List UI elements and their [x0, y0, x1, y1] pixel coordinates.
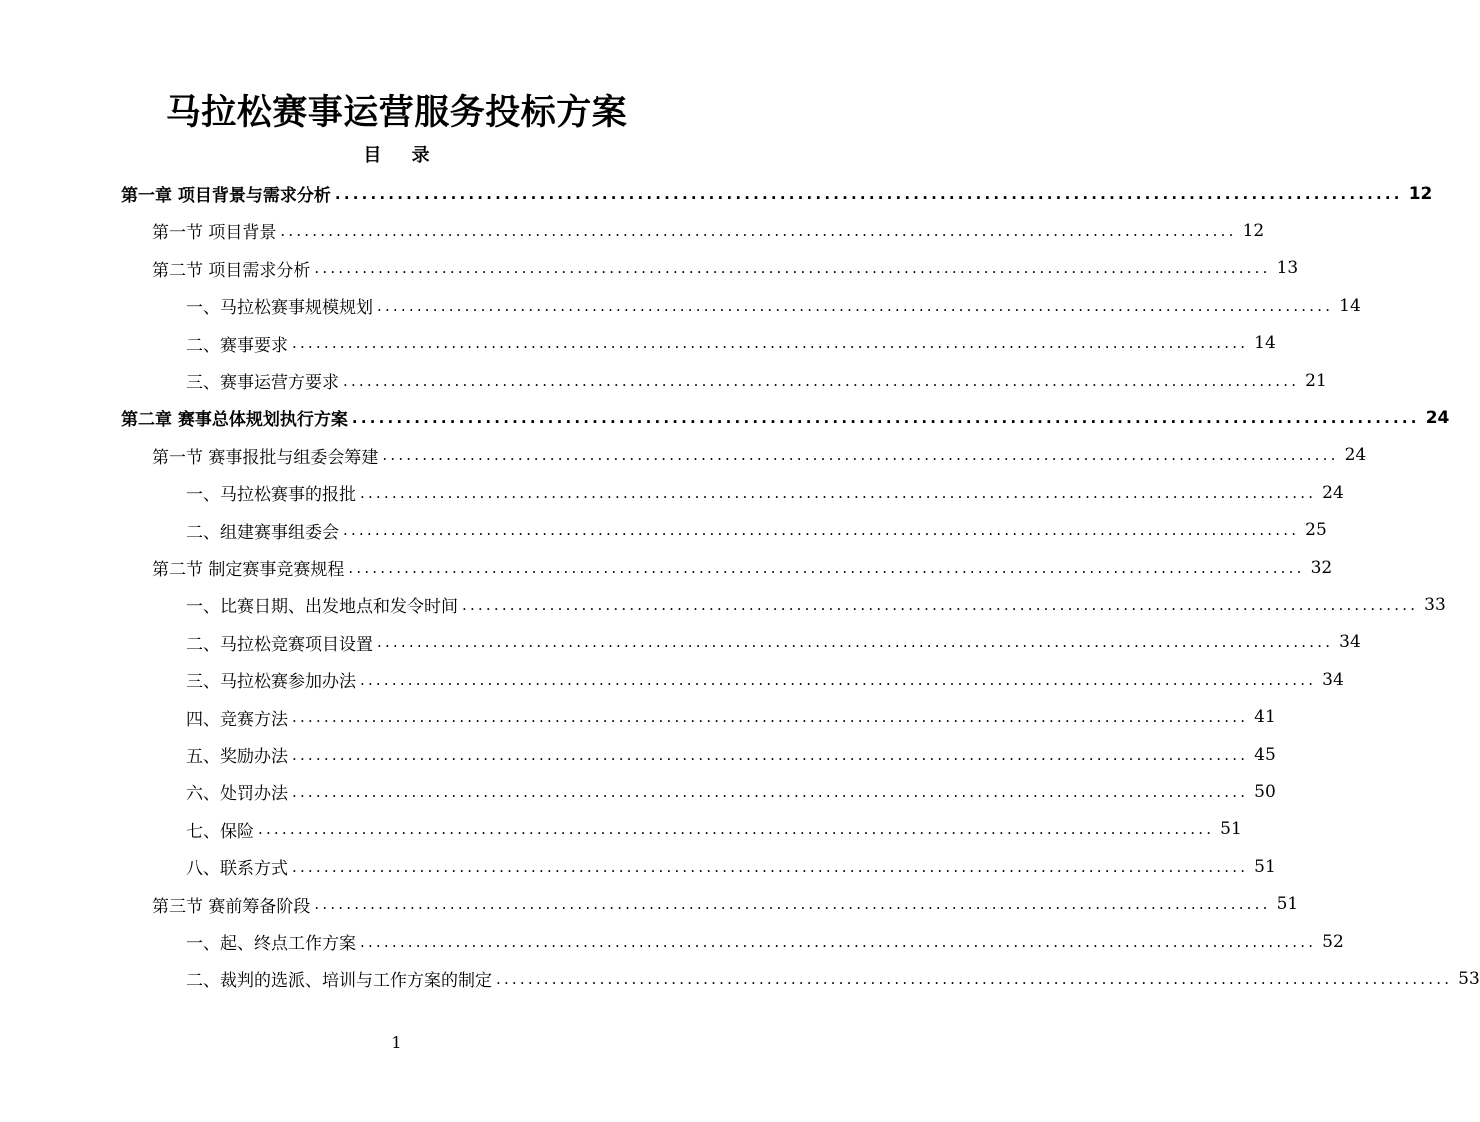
toc-entry-page: 24 — [1344, 445, 1367, 466]
toc-leader-dots: ........................................................................................................................ — [292, 857, 1249, 876]
toc-leader-dots: ........................................................................................................................ — [314, 259, 1271, 278]
toc-entry[interactable] — [186, 325, 1276, 362]
toc-entry[interactable] — [152, 250, 1299, 287]
toc-entry-page: 50 — [1254, 781, 1276, 802]
toc-entry-page: 25 — [1305, 520, 1327, 541]
toc-entry-label: 四、竞赛方法 — [186, 709, 288, 730]
toc-entry-page: 24 — [1425, 407, 1450, 428]
toc-entry-page: 52 — [1322, 931, 1344, 952]
toc-entry[interactable] — [186, 362, 1327, 399]
toc-entry[interactable] — [152, 886, 1299, 923]
toc-entry-page: 13 — [1276, 258, 1299, 279]
toc-entry-page: 14 — [1254, 333, 1276, 354]
toc-entry-page: 41 — [1254, 707, 1276, 728]
toc-entry-label: 二、马拉松竞赛项目设置 — [186, 634, 373, 655]
toc-entry-label: 三、马拉松赛参加办法 — [186, 672, 356, 693]
toc-entry-page: 34 — [1339, 632, 1361, 653]
toc-entry-label: 一、马拉松赛事规模规划 — [186, 298, 373, 319]
toc-leader-dots: ........................................................................................................................ — [382, 446, 1339, 465]
toc-entry-page: 12 — [1408, 183, 1433, 204]
toc-entry-label: 一、马拉松赛事的报批 — [186, 485, 356, 506]
toc-entry[interactable] — [121, 399, 1450, 436]
toc-entry[interactable] — [186, 474, 1344, 511]
toc-entry[interactable] — [152, 437, 1367, 474]
toc-entry-page: 12 — [1242, 220, 1265, 241]
toc-entry-page: 51 — [1254, 856, 1276, 877]
toc-leader-dots: ........................................................................................................................ — [343, 371, 1300, 390]
toc-leader-dots: ........................................................................................................................ — [334, 184, 1403, 203]
toc-entry[interactable] — [186, 811, 1242, 848]
toc-leader-dots: ........................................................................................................................ — [496, 969, 1453, 988]
toc-entry-page: 33 — [1424, 594, 1446, 615]
toc-entry-label: 八、联系方式 — [186, 859, 288, 880]
toc-entry-label: 一、比赛日期、出发地点和发令时间 — [186, 597, 458, 618]
toc-leader-dots: ........................................................................................................................ — [377, 633, 1334, 652]
toc-leader-dots: ........................................................................................................................ — [292, 708, 1249, 727]
toc-entry[interactable] — [186, 736, 1276, 773]
toc-leader-dots: ........................................................................................................................ — [360, 483, 1317, 502]
toc-entry-label: 第一节 项目背景 — [152, 223, 277, 244]
toc-heading: 目 录 — [363, 145, 442, 166]
toc-leader-dots: ........................................................................................................................ — [292, 745, 1249, 764]
toc-entry-page: 45 — [1254, 744, 1276, 765]
toc-leader-dots: ........................................................................................................................ — [292, 334, 1249, 353]
toc-entry[interactable] — [186, 661, 1344, 698]
toc-entry[interactable] — [186, 699, 1276, 736]
toc-entry[interactable] — [186, 923, 1344, 960]
toc-entry[interactable] — [186, 624, 1361, 661]
toc-entry[interactable] — [186, 512, 1327, 549]
toc-entry-label: 二、赛事要求 — [186, 335, 288, 356]
document-title: 马拉松赛事运营服务投标方案 — [165, 93, 628, 133]
toc-entry-page: 32 — [1310, 557, 1333, 578]
toc-entry-label: 七、保险 — [186, 821, 254, 842]
toc-leader-dots: ........................................................................................................................ — [462, 595, 1419, 614]
toc-entry-page: 21 — [1305, 370, 1327, 391]
toc-entry[interactable] — [152, 549, 1333, 586]
toc-entry-page: 34 — [1322, 669, 1344, 690]
toc-entry-page: 53 — [1458, 968, 1480, 989]
toc-leader-dots: ........................................................................................................................ — [360, 932, 1317, 951]
toc-entry-label: 第一章 项目背景与需求分析 — [121, 186, 331, 206]
toc-leader-dots: ........................................................................................................................ — [351, 408, 1420, 427]
toc-leader-dots: ........................................................................................................................ — [343, 521, 1300, 540]
toc-leader-dots: ........................................................................................................................ — [280, 221, 1237, 240]
toc-entry-label: 第二节 项目需求分析 — [152, 260, 311, 281]
toc-entry-page: 51 — [1276, 894, 1299, 915]
toc-entry[interactable] — [186, 287, 1361, 324]
toc-entry-label: 六、处罚办法 — [186, 784, 288, 805]
toc-entry-page: 51 — [1220, 819, 1242, 840]
toc-entry-label: 第一节 赛事报批与组委会筹建 — [152, 447, 379, 468]
toc-leader-dots: ........................................................................................................................ — [292, 782, 1249, 801]
toc-entry-label: 二、裁判的选派、培训与工作方案的制定 — [186, 971, 492, 992]
toc-entry-label: 三、赛事运营方要求 — [186, 373, 339, 393]
toc-entry-label: 第二章 赛事总体规划执行方案 — [121, 410, 348, 431]
toc-entry-page: 24 — [1322, 482, 1344, 503]
toc-entry[interactable] — [186, 586, 1446, 623]
toc-entry-label: 一、起、终点工作方案 — [186, 934, 356, 954]
toc-entry[interactable] — [121, 175, 1433, 212]
toc-leader-dots: ........................................................................................................................ — [377, 296, 1334, 315]
toc-entry-page: 14 — [1339, 295, 1361, 316]
toc-leader-dots: ........................................................................................................................ — [348, 558, 1305, 577]
toc-entry[interactable] — [186, 960, 1480, 997]
toc-entry-label: 五、奖励办法 — [186, 747, 288, 767]
toc-leader-dots: ........................................................................................................................ — [314, 895, 1271, 914]
toc-leader-dots: ........................................................................................................................ — [258, 820, 1215, 839]
toc-entry[interactable] — [152, 212, 1265, 249]
toc-entry-label: 二、组建赛事组委会 — [186, 522, 339, 543]
toc-leader-dots: ........................................................................................................................ — [360, 670, 1317, 689]
toc-entry-label: 第三节 赛前筹备阶段 — [152, 896, 311, 917]
toc-entry[interactable] — [186, 848, 1276, 885]
toc-entry-label: 第二节 制定赛事竞赛规程 — [152, 560, 345, 580]
page-number: 1 — [391, 1033, 402, 1052]
toc-entry[interactable] — [186, 773, 1276, 810]
